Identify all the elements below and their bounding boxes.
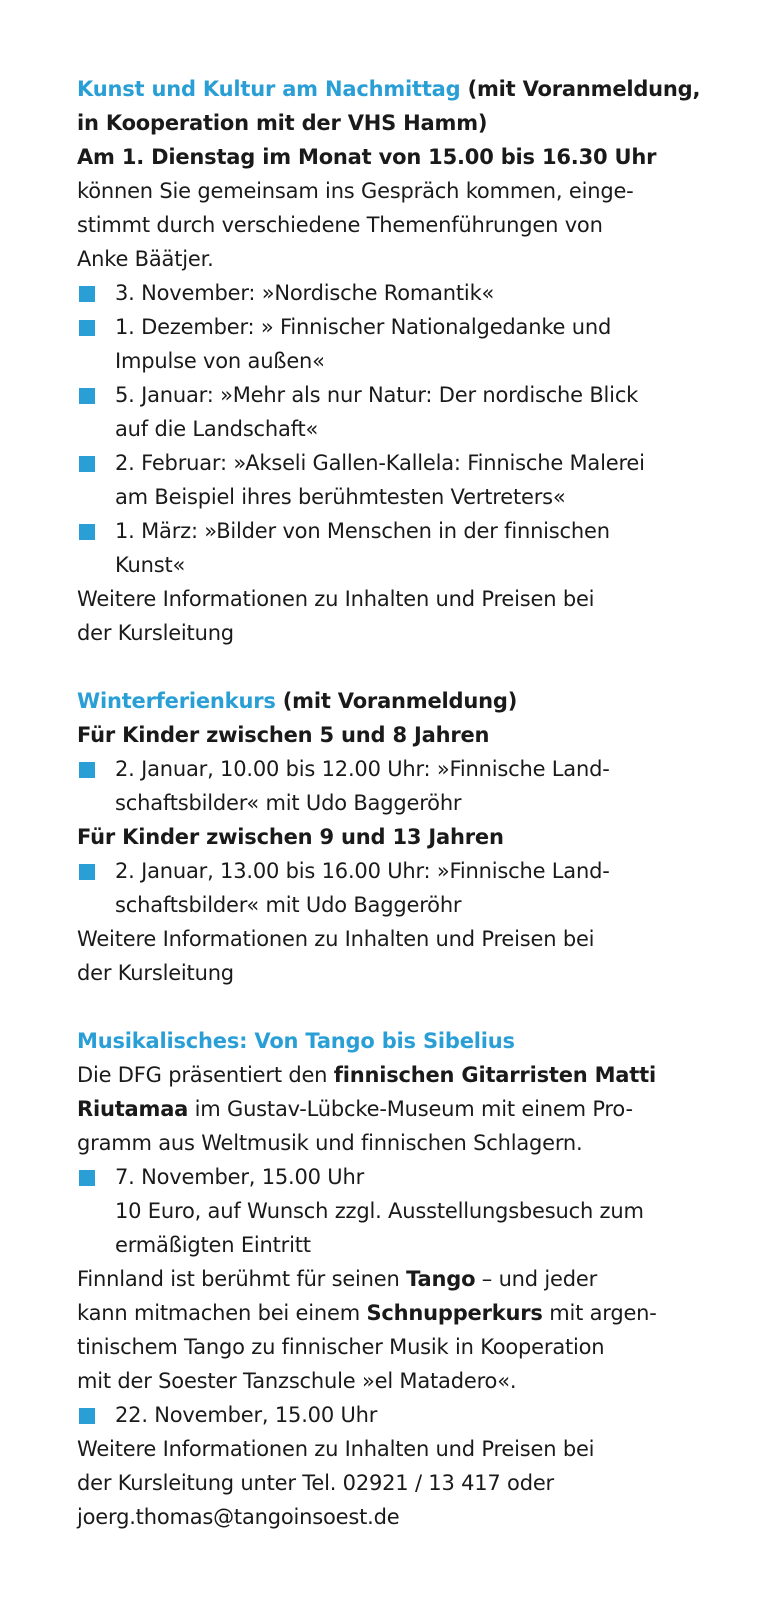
- section3-paragraph-line: mit der Soester Tanzschule »el Matadero«.: [77, 1369, 517, 1393]
- group2-heading: Für Kinder zwischen 9 und 13 Jahren: [77, 825, 504, 849]
- section3-heading: Musikalisches: Von Tango bis Sibelius: [77, 1029, 515, 1053]
- section1-desc-line: Anke Bäätjer.: [77, 247, 214, 271]
- bullet-square-icon: [79, 524, 95, 540]
- bullet-square-icon: [79, 1408, 95, 1424]
- section2-footer: Weitere Informationen zu Inhalten und Preisen bei: [77, 927, 595, 951]
- section3-paragraph-line: Riutamaa im Gustav-Lübcke-Museum mit einem Pro-: [77, 1097, 633, 1121]
- list-item: 2. Januar, 13.00 bis 16.00 Uhr: »Finnische Land- schaftsbilder« mit Udo Baggeröhr: [77, 854, 707, 922]
- section3-paragraph-line: Finnland ist berühmt für seinen Tango – und jeder: [77, 1267, 598, 1291]
- section1-heading: Kunst und Kultur am Nachmittag (mit Voranmeldung,: [77, 77, 701, 101]
- bullet-square-icon: [79, 286, 95, 302]
- section3-paragraph-line: tinischem Tango zu finnischer Musik in Kooperation: [77, 1335, 605, 1359]
- list-item: 3. November: »Nordische Romantik«: [77, 276, 707, 310]
- list-item: 7. November, 15.00 Uhr 10 Euro, auf Wunsch zzgl. Ausstellungsbesuch zum ermäßigten Eintritt: [77, 1160, 707, 1262]
- list-item: 5. Januar: »Mehr als nur Natur: Der nordische Blick auf die Landschaft«: [77, 378, 707, 446]
- list-item: 2. Februar: »Akseli Gallen-Kallela: Finnische Malerei am Beispiel ihres berühmtesten Vertreters«: [77, 446, 707, 514]
- bullet-square-icon: [79, 456, 95, 472]
- list-item: 22. November, 15.00 Uhr: [77, 1398, 707, 1432]
- section1-desc-line: können Sie gemeinsam ins Gespräch kommen, einge-: [77, 179, 634, 203]
- spacer: [77, 990, 707, 1024]
- list-item: 1. März: »Bilder von Menschen in der finnischen Kunst«: [77, 514, 707, 582]
- section3-footer: [77, 1500, 707, 1534]
- section2-footer: der Kursleitung: [77, 961, 234, 985]
- section1-heading-line2: in Kooperation mit der VHS Hamm): [77, 111, 488, 135]
- list-item: 1. Dezember: » Finnischer Nationalgedanke und Impulse von außen«: [77, 310, 707, 378]
- bullet-square-icon: [79, 1170, 95, 1186]
- list-item: 2. Januar, 10.00 bis 12.00 Uhr: »Finnische Land- schaftsbilder« mit Udo Baggeröhr: [77, 752, 707, 820]
- email-link[interactable]: joerg.thomas@tangoinsoest.de: [77, 1505, 400, 1529]
- spacer: [77, 650, 707, 684]
- section3-footer: Weitere Informationen zu Inhalten und Preisen bei: [77, 1437, 595, 1461]
- section3-paragraph-line: gramm aus Weltmusik und finnischen Schlagern.: [77, 1131, 583, 1155]
- section2-heading: Winterferienkurs (mit Voranmeldung): [77, 689, 518, 713]
- group1-heading: Für Kinder zwischen 5 und 8 Jahren: [77, 723, 490, 747]
- section1-footer: Weitere Informationen zu Inhalten und Preisen bei: [77, 587, 595, 611]
- bullet-square-icon: [79, 320, 95, 336]
- section1-footer: der Kursleitung: [77, 621, 234, 645]
- section3-footer: der Kursleitung unter Tel. 02921 / 13 417 oder: [77, 1471, 554, 1495]
- section1-desc-line: stimmt durch verschiedene Themenführungen von: [77, 213, 603, 237]
- document-page: [77, 72, 707, 1534]
- section3-paragraph-line: kann mitmachen bei einem Schnupperkurs mit argen-: [77, 1301, 657, 1325]
- bullet-square-icon: [79, 388, 95, 404]
- section1-schedule: Am 1. Dienstag im Monat von 15.00 bis 16.30 Uhr: [77, 145, 657, 169]
- bullet-square-icon: [79, 864, 95, 880]
- bullet-square-icon: [79, 762, 95, 778]
- section3-paragraph-line: Die DFG präsentiert den finnischen Gitarristen Matti: [77, 1063, 656, 1087]
